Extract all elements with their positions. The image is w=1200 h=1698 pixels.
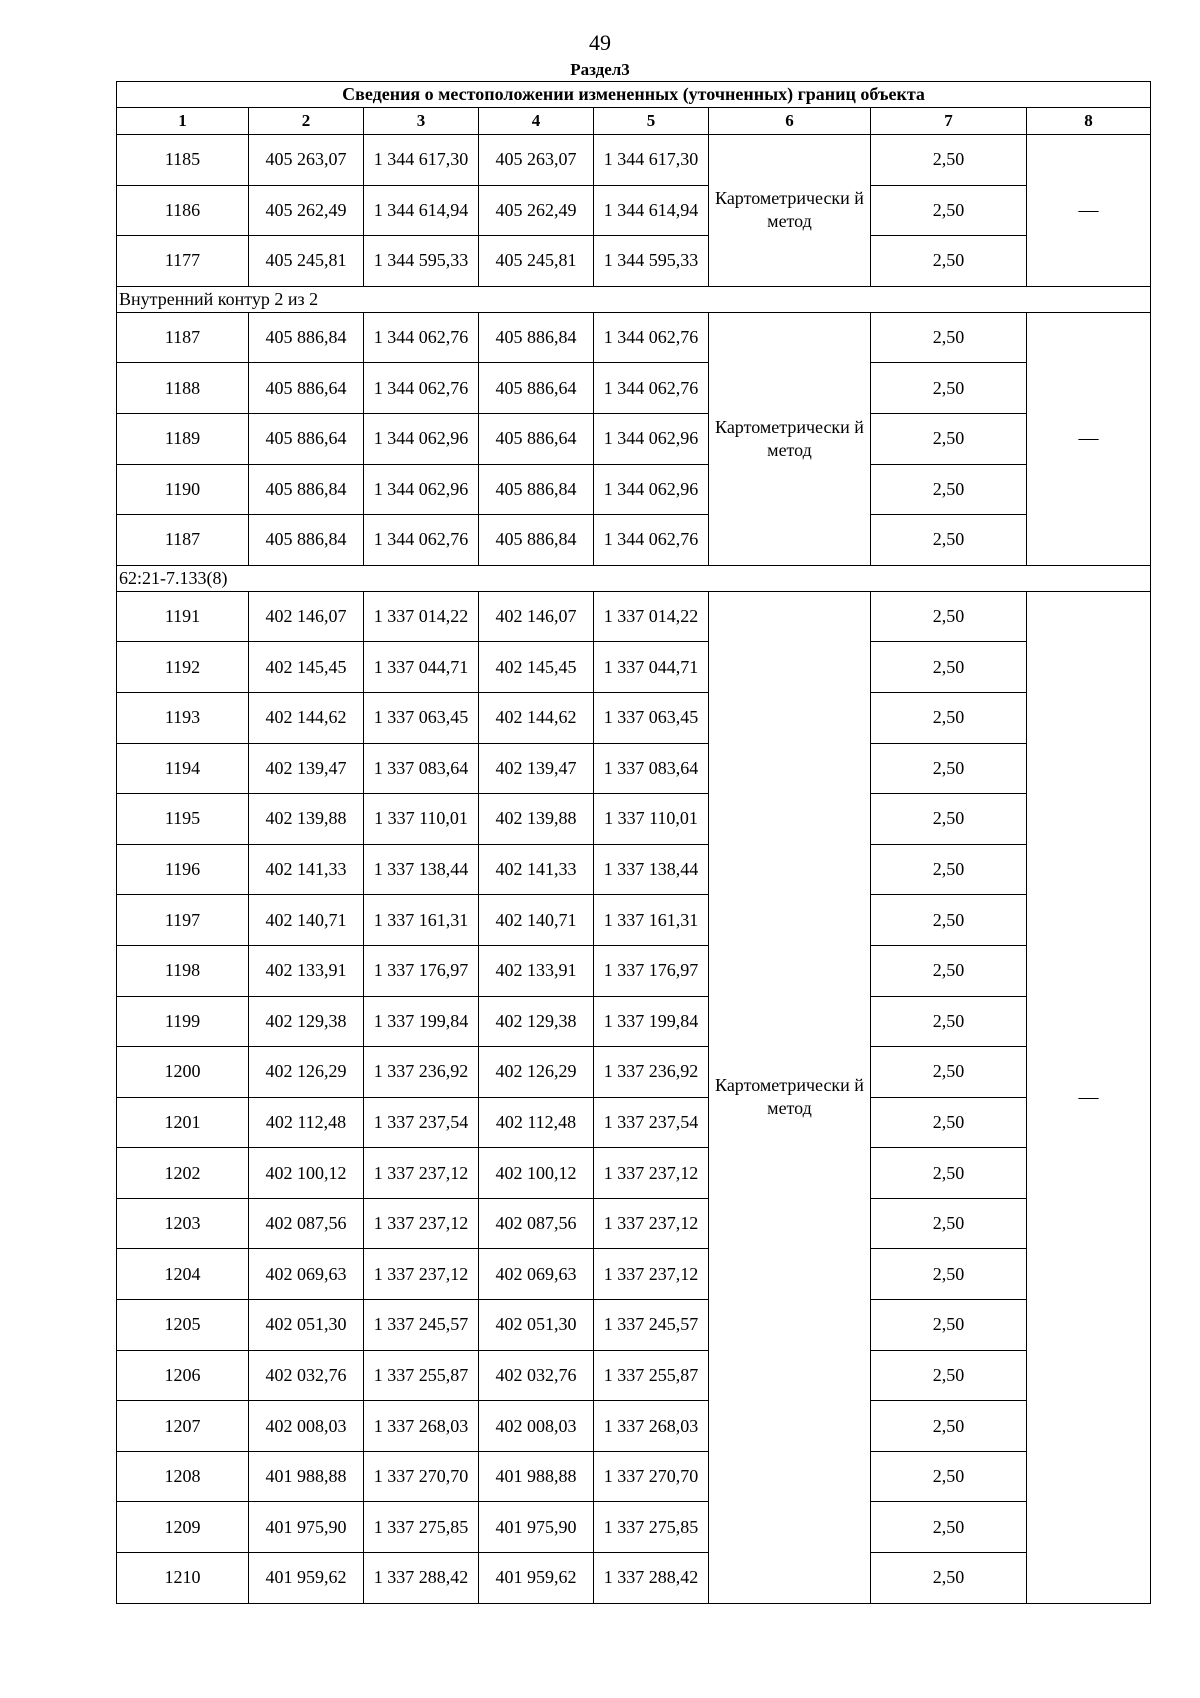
y-coord-new: 1 337 255,87 (594, 1350, 709, 1401)
boundary-coordinates-table (116, 81, 1151, 1604)
table-row (117, 1502, 1151, 1553)
y-coord-old: 1 344 062,76 (364, 515, 479, 566)
x-coord-new: 402 145,45 (479, 642, 594, 693)
y-coord-new: 1 337 199,84 (594, 996, 709, 1047)
table-title: Сведения о местоположении измененных (уточненных) границ объекта (117, 82, 1151, 108)
x-coord-new: 402 126,29 (479, 1047, 594, 1098)
y-coord-new: 1 337 236,92 (594, 1047, 709, 1098)
column-number-3: 3 (364, 108, 479, 135)
column-number-2: 2 (249, 108, 364, 135)
table-row (117, 1249, 1151, 1300)
x-coord-old: 405 245,81 (249, 236, 364, 287)
y-coord-new: 1 337 063,45 (594, 692, 709, 743)
x-coord-old: 402 051,30 (249, 1300, 364, 1351)
x-coord-old: 405 886,84 (249, 312, 364, 363)
x-coord-new: 401 975,90 (479, 1502, 594, 1553)
table-row (117, 844, 1151, 895)
point-number: 1206 (117, 1350, 249, 1401)
x-coord-new: 405 262,49 (479, 185, 594, 236)
column-number-4: 4 (479, 108, 594, 135)
y-coord-new: 1 344 062,76 (594, 363, 709, 414)
table-row (117, 135, 1151, 186)
x-coord-new: 402 144,62 (479, 692, 594, 743)
y-coord-old: 1 337 138,44 (364, 844, 479, 895)
point-number: 1188 (117, 363, 249, 414)
precision-value: 2,50 (871, 135, 1027, 186)
precision-value: 2,50 (871, 185, 1027, 236)
y-coord-new: 1 337 161,31 (594, 895, 709, 946)
x-coord-new: 402 139,88 (479, 794, 594, 845)
y-coord-new: 1 337 110,01 (594, 794, 709, 845)
table-row (117, 1047, 1151, 1098)
x-coord-new: 405 886,64 (479, 413, 594, 464)
point-number: 1204 (117, 1249, 249, 1300)
precision-value: 2,50 (871, 996, 1027, 1047)
x-coord-old: 402 144,62 (249, 692, 364, 743)
table-row (117, 743, 1151, 794)
y-coord-old: 1 337 245,57 (364, 1300, 479, 1351)
contour-label: Внутренний контур 2 из 2 (117, 286, 1151, 312)
y-coord-old: 1 337 268,03 (364, 1401, 479, 1452)
point-number: 1185 (117, 135, 249, 186)
contour-label: 62:21-7.133(8) (117, 565, 1151, 591)
column-number-7: 7 (871, 108, 1027, 135)
x-coord-old: 405 263,07 (249, 135, 364, 186)
y-coord-new: 1 344 617,30 (594, 135, 709, 186)
x-coord-new: 402 133,91 (479, 945, 594, 996)
x-coord-old: 402 112,48 (249, 1097, 364, 1148)
y-coord-new: 1 337 268,03 (594, 1401, 709, 1452)
table-row (117, 591, 1151, 642)
table-row (117, 642, 1151, 693)
precision-value: 2,50 (871, 312, 1027, 363)
y-coord-old: 1 337 063,45 (364, 692, 479, 743)
x-coord-old: 402 145,45 (249, 642, 364, 693)
y-coord-old: 1 337 255,87 (364, 1350, 479, 1401)
y-coord-new: 1 337 138,44 (594, 844, 709, 895)
method-cell: Картометрически й метод (709, 312, 871, 565)
y-coord-old: 1 337 014,22 (364, 591, 479, 642)
precision-value: 2,50 (871, 1451, 1027, 1502)
y-coord-new: 1 344 062,76 (594, 312, 709, 363)
x-coord-new: 402 112,48 (479, 1097, 594, 1148)
y-coord-new: 1 344 062,96 (594, 413, 709, 464)
table-row (117, 515, 1151, 566)
table-row (117, 1300, 1151, 1351)
y-coord-old: 1 344 062,76 (364, 363, 479, 414)
x-coord-new: 402 032,76 (479, 1350, 594, 1401)
precision-value: 2,50 (871, 1350, 1027, 1401)
point-number: 1202 (117, 1148, 249, 1199)
x-coord-old: 402 129,38 (249, 996, 364, 1047)
table-row (117, 185, 1151, 236)
y-coord-old: 1 337 275,85 (364, 1502, 479, 1553)
x-coord-old: 402 146,07 (249, 591, 364, 642)
x-coord-new: 402 129,38 (479, 996, 594, 1047)
precision-value: 2,50 (871, 515, 1027, 566)
precision-value: 2,50 (871, 1148, 1027, 1199)
table-row (117, 1553, 1151, 1604)
y-coord-new: 1 337 288,42 (594, 1553, 709, 1604)
x-coord-old: 402 032,76 (249, 1350, 364, 1401)
x-coord-old: 405 262,49 (249, 185, 364, 236)
y-coord-old: 1 344 062,76 (364, 312, 479, 363)
x-coord-new: 402 139,47 (479, 743, 594, 794)
point-number: 1201 (117, 1097, 249, 1148)
point-number: 1207 (117, 1401, 249, 1452)
y-coord-new: 1 337 014,22 (594, 591, 709, 642)
x-coord-new: 401 988,88 (479, 1451, 594, 1502)
point-number: 1189 (117, 413, 249, 464)
point-number: 1187 (117, 312, 249, 363)
contour-label-row (117, 565, 1151, 591)
table-row (117, 1350, 1151, 1401)
table-row (117, 413, 1151, 464)
precision-value: 2,50 (871, 1300, 1027, 1351)
table-row (117, 1097, 1151, 1148)
y-coord-new: 1 337 270,70 (594, 1451, 709, 1502)
point-number: 1198 (117, 945, 249, 996)
precision-value: 2,50 (871, 1553, 1027, 1604)
y-coord-old: 1 344 617,30 (364, 135, 479, 186)
point-number: 1191 (117, 591, 249, 642)
table-row (117, 312, 1151, 363)
precision-value: 2,50 (871, 1097, 1027, 1148)
precision-value: 2,50 (871, 692, 1027, 743)
x-coord-new: 402 069,63 (479, 1249, 594, 1300)
x-coord-old: 405 886,64 (249, 413, 364, 464)
y-coord-old: 1 337 199,84 (364, 996, 479, 1047)
x-coord-new: 405 886,84 (479, 515, 594, 566)
point-number: 1210 (117, 1553, 249, 1604)
y-coord-old: 1 337 237,12 (364, 1148, 479, 1199)
x-coord-old: 402 100,12 (249, 1148, 364, 1199)
x-coord-old: 402 139,88 (249, 794, 364, 845)
y-coord-old: 1 337 237,54 (364, 1097, 479, 1148)
method-cell: Картометрически й метод (709, 591, 871, 1603)
x-coord-old: 402 141,33 (249, 844, 364, 895)
precision-value: 2,50 (871, 413, 1027, 464)
x-coord-new: 402 087,56 (479, 1198, 594, 1249)
x-coord-old: 402 126,29 (249, 1047, 364, 1098)
y-coord-old: 1 337 161,31 (364, 895, 479, 946)
x-coord-old: 405 886,84 (249, 464, 364, 515)
point-number: 1197 (117, 895, 249, 946)
point-number: 1195 (117, 794, 249, 845)
y-coord-new: 1 337 237,12 (594, 1249, 709, 1300)
point-number: 1196 (117, 844, 249, 895)
precision-value: 2,50 (871, 1198, 1027, 1249)
y-coord-old: 1 344 062,96 (364, 464, 479, 515)
point-number: 1193 (117, 692, 249, 743)
y-coord-new: 1 337 237,12 (594, 1148, 709, 1199)
y-coord-old: 1 337 044,71 (364, 642, 479, 693)
x-coord-new: 402 141,33 (479, 844, 594, 895)
point-number: 1208 (117, 1451, 249, 1502)
table-row (117, 996, 1151, 1047)
point-number: 1192 (117, 642, 249, 693)
y-coord-new: 1 337 245,57 (594, 1300, 709, 1351)
table-row (117, 1148, 1151, 1199)
x-coord-old: 402 140,71 (249, 895, 364, 946)
y-coord-new: 1 344 595,33 (594, 236, 709, 287)
precision-value: 2,50 (871, 591, 1027, 642)
precision-value: 2,50 (871, 1401, 1027, 1452)
y-coord-new: 1 337 275,85 (594, 1502, 709, 1553)
table-row (117, 945, 1151, 996)
point-number: 1203 (117, 1198, 249, 1249)
point-number: 1194 (117, 743, 249, 794)
x-coord-new: 405 886,84 (479, 312, 594, 363)
precision-value: 2,50 (871, 236, 1027, 287)
y-coord-old: 1 337 270,70 (364, 1451, 479, 1502)
x-coord-old: 401 959,62 (249, 1553, 364, 1604)
precision-value: 2,50 (871, 844, 1027, 895)
page-number: 49 (589, 30, 611, 55)
column-number-6: 6 (709, 108, 871, 135)
y-coord-old: 1 337 083,64 (364, 743, 479, 794)
y-coord-new: 1 344 614,94 (594, 185, 709, 236)
table-row (117, 464, 1151, 515)
y-coord-new: 1 337 044,71 (594, 642, 709, 693)
y-coord-new: 1 344 062,76 (594, 515, 709, 566)
precision-value: 2,50 (871, 895, 1027, 946)
point-number: 1205 (117, 1300, 249, 1351)
section-title: Раздел3 (570, 60, 630, 79)
point-number: 1200 (117, 1047, 249, 1098)
column-8-dash: — (1027, 591, 1151, 1603)
x-coord-new: 402 051,30 (479, 1300, 594, 1351)
y-coord-old: 1 344 614,94 (364, 185, 479, 236)
x-coord-new: 402 008,03 (479, 1401, 594, 1452)
x-coord-new: 402 146,07 (479, 591, 594, 642)
y-coord-new: 1 337 237,54 (594, 1097, 709, 1148)
y-coord-old: 1 337 237,12 (364, 1198, 479, 1249)
precision-value: 2,50 (871, 743, 1027, 794)
y-coord-new: 1 344 062,96 (594, 464, 709, 515)
y-coord-new: 1 337 176,97 (594, 945, 709, 996)
table-row (117, 363, 1151, 414)
x-coord-old: 402 087,56 (249, 1198, 364, 1249)
column-8-dash: — (1027, 312, 1151, 565)
x-coord-new: 405 886,84 (479, 464, 594, 515)
contour-label-row (117, 286, 1151, 312)
table-row (117, 236, 1151, 287)
table-row (117, 895, 1151, 946)
x-coord-new: 405 886,64 (479, 363, 594, 414)
x-coord-old: 402 008,03 (249, 1401, 364, 1452)
precision-value: 2,50 (871, 794, 1027, 845)
x-coord-new: 405 263,07 (479, 135, 594, 186)
y-coord-old: 1 344 595,33 (364, 236, 479, 287)
y-coord-old: 1 337 236,92 (364, 1047, 479, 1098)
y-coord-old: 1 344 062,96 (364, 413, 479, 464)
y-coord-old: 1 337 288,42 (364, 1553, 479, 1604)
x-coord-old: 405 886,64 (249, 363, 364, 414)
point-number: 1186 (117, 185, 249, 236)
x-coord-old: 402 069,63 (249, 1249, 364, 1300)
point-number: 1209 (117, 1502, 249, 1553)
table-row (117, 1401, 1151, 1452)
x-coord-old: 401 975,90 (249, 1502, 364, 1553)
point-number: 1187 (117, 515, 249, 566)
precision-value: 2,50 (871, 464, 1027, 515)
column-number-8: 8 (1027, 108, 1151, 135)
table-row (117, 1451, 1151, 1502)
column-8-dash: — (1027, 135, 1151, 287)
precision-value: 2,50 (871, 642, 1027, 693)
table-row (117, 794, 1151, 845)
y-coord-new: 1 337 083,64 (594, 743, 709, 794)
y-coord-old: 1 337 176,97 (364, 945, 479, 996)
precision-value: 2,50 (871, 1047, 1027, 1098)
x-coord-old: 402 133,91 (249, 945, 364, 996)
column-number-5: 5 (594, 108, 709, 135)
x-coord-old: 401 988,88 (249, 1451, 364, 1502)
column-number-1: 1 (117, 108, 249, 135)
point-number: 1177 (117, 236, 249, 287)
x-coord-new: 401 959,62 (479, 1553, 594, 1604)
y-coord-old: 1 337 237,12 (364, 1249, 479, 1300)
x-coord-new: 405 245,81 (479, 236, 594, 287)
x-coord-old: 402 139,47 (249, 743, 364, 794)
y-coord-new: 1 337 237,12 (594, 1198, 709, 1249)
x-coord-old: 405 886,84 (249, 515, 364, 566)
y-coord-old: 1 337 110,01 (364, 794, 479, 845)
point-number: 1190 (117, 464, 249, 515)
table-row (117, 1198, 1151, 1249)
precision-value: 2,50 (871, 1502, 1027, 1553)
precision-value: 2,50 (871, 1249, 1027, 1300)
x-coord-new: 402 140,71 (479, 895, 594, 946)
method-cell: Картометрически й метод (709, 135, 871, 287)
point-number: 1199 (117, 996, 249, 1047)
precision-value: 2,50 (871, 945, 1027, 996)
precision-value: 2,50 (871, 363, 1027, 414)
table-row (117, 692, 1151, 743)
x-coord-new: 402 100,12 (479, 1148, 594, 1199)
